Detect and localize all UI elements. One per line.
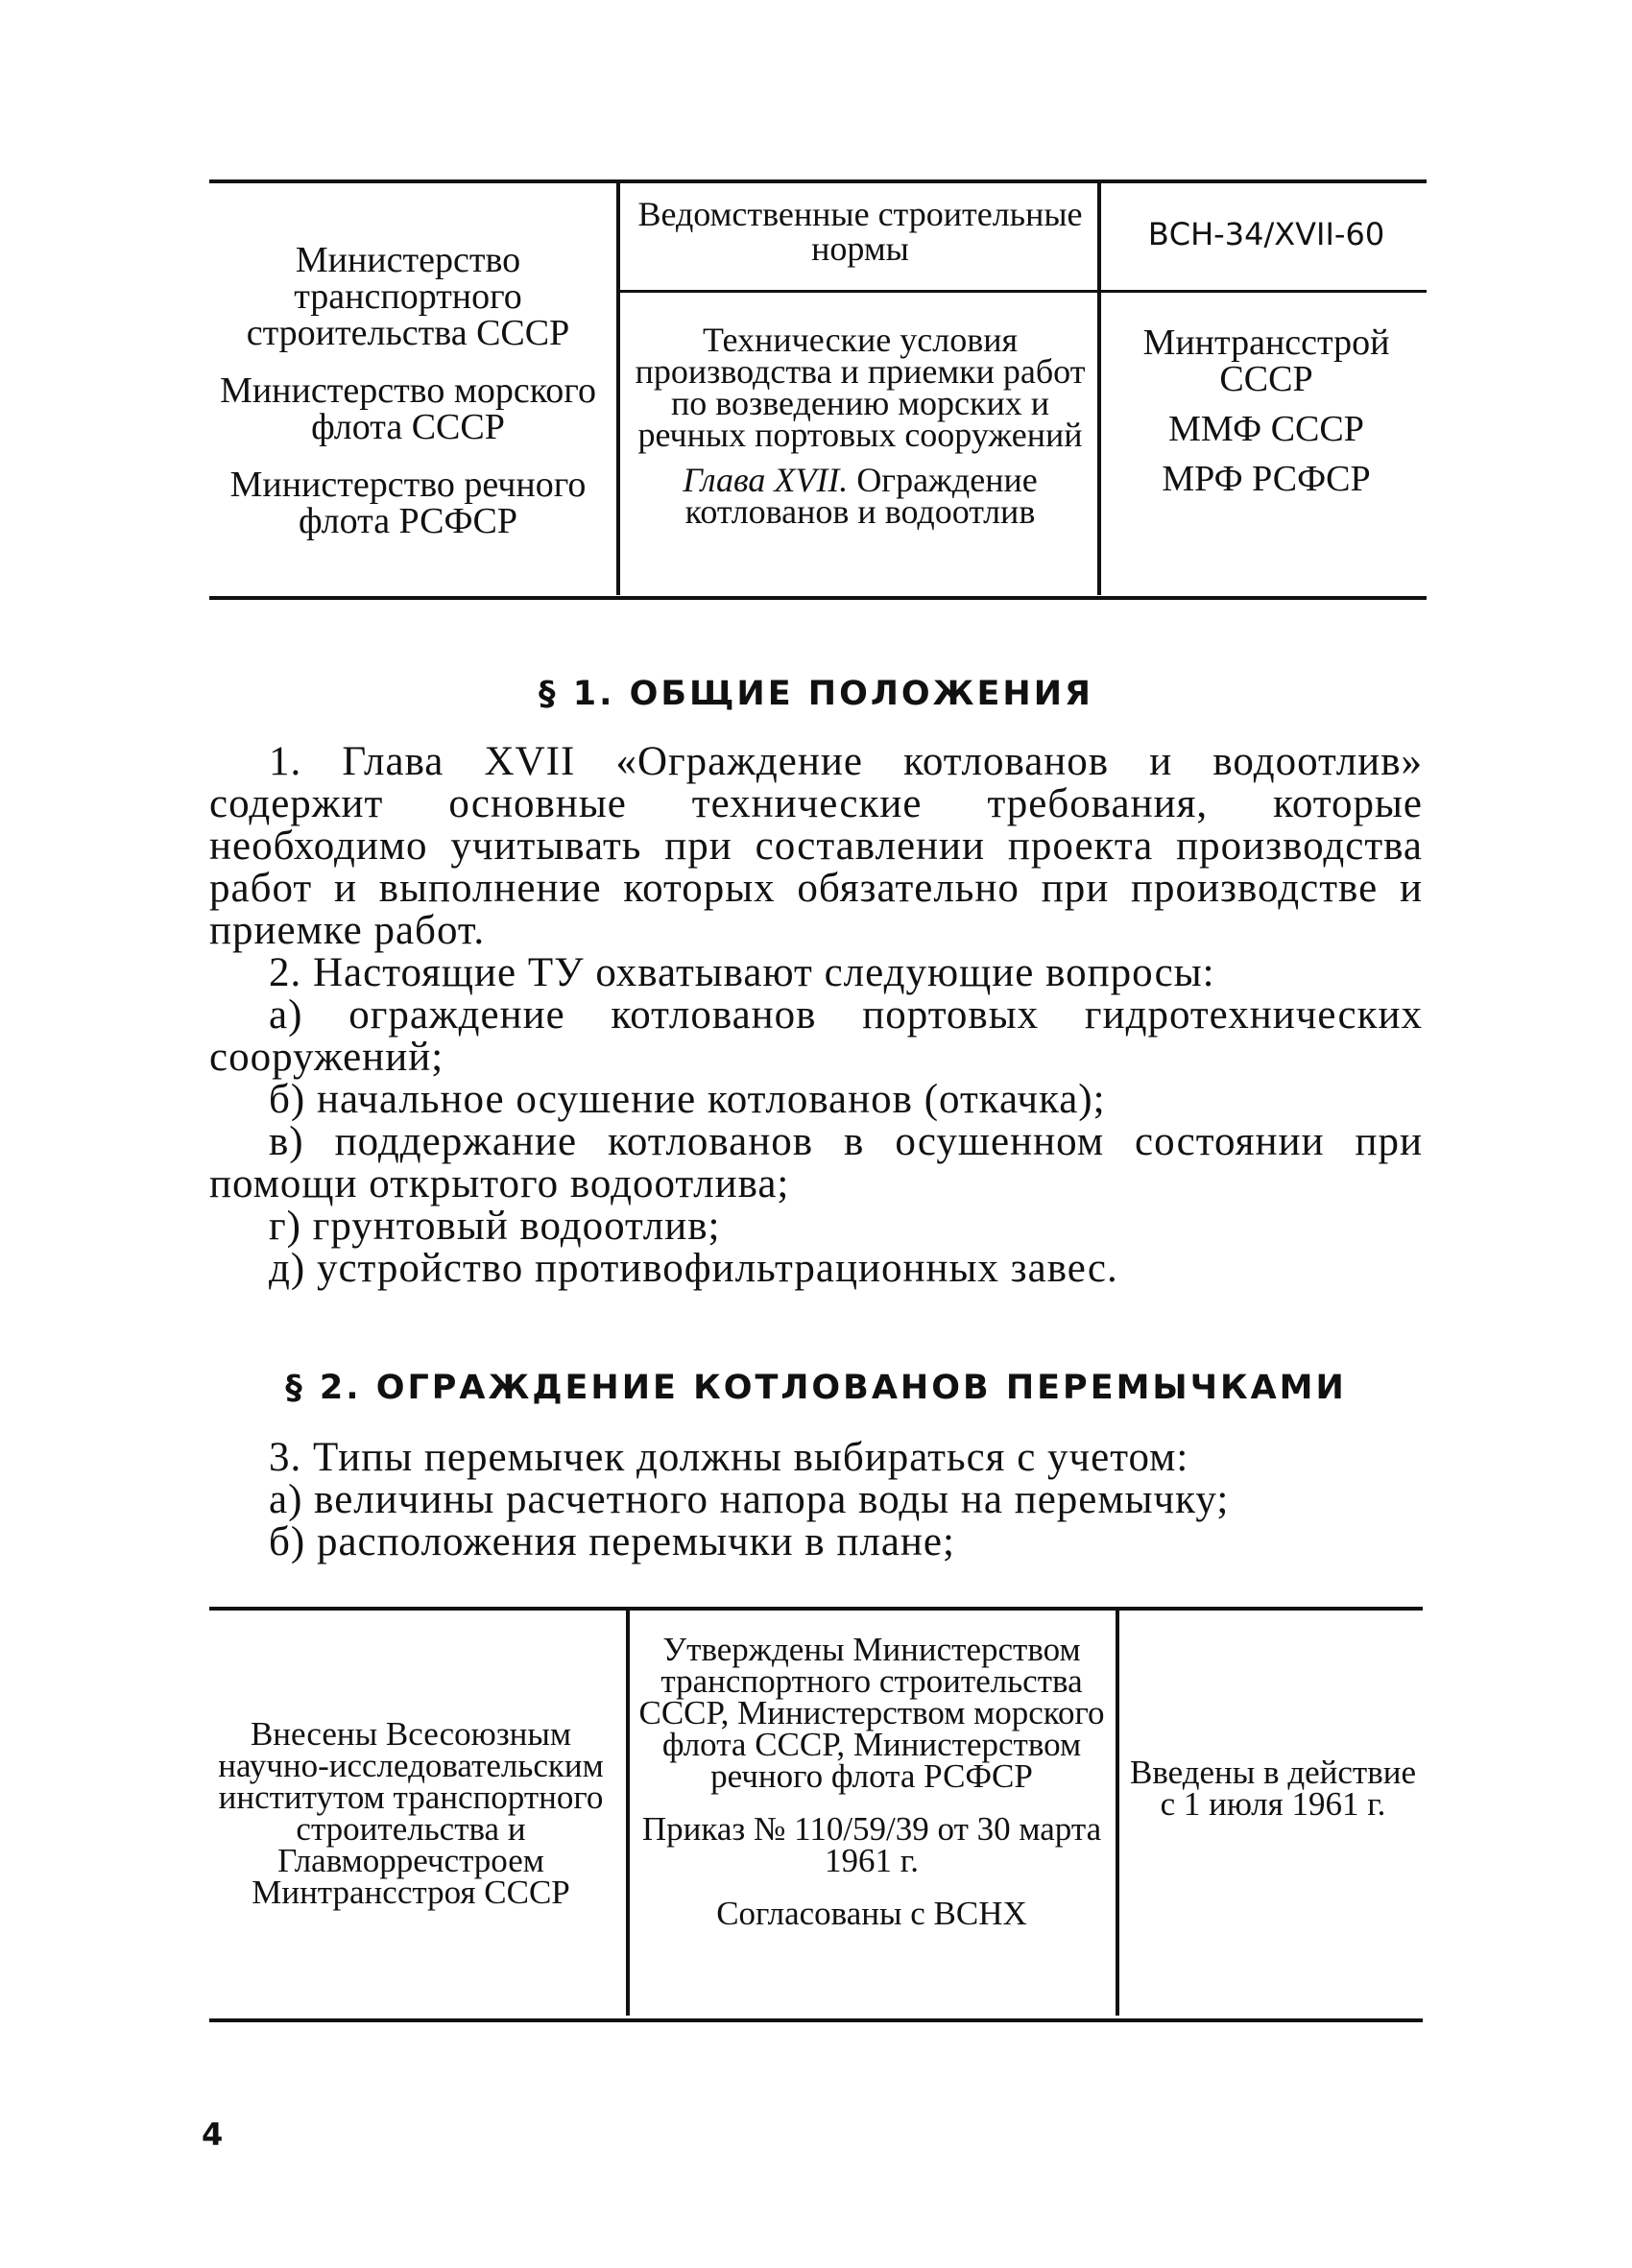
header-middle-rule bbox=[618, 290, 1427, 293]
header-divider-right bbox=[1097, 182, 1101, 595]
doc-code: ВСН-34/XVII-60 bbox=[1147, 216, 1385, 252]
page-number: 4 bbox=[202, 2116, 224, 2153]
approved-by: Утверждены Министерством транспортного строительства СССР, Министерством морского флота СССР, Министерством речного флота РСФСР bbox=[638, 1631, 1105, 1795]
chapter-heading bbox=[632, 461, 1089, 531]
header-right-cell bbox=[1106, 324, 1427, 497]
footer-bottom-rule bbox=[209, 2018, 1423, 2022]
list-item-d: д) устройство противофильтрационных завес. bbox=[269, 1246, 1118, 1291]
section-2-title: § 2. ОГРАЖДЕНИЕ КОТЛОВАНОВ ПЕРЕМЫЧКАМИ bbox=[285, 1369, 1347, 1407]
footer-introduced-by: Внесены Всесоюзным научно-исследовательским институтом транспортного строительства и Главморречстроем Минтрансстроя СССР bbox=[218, 1715, 604, 1911]
issuer-mmf: ММФ СССР bbox=[1168, 409, 1364, 449]
paragraph-1: 1. Глава XVII «Ограждение котлованов и водоотлив» содержит основные технические требования, которые необходимо учитывать при составлении проекта производства работ и выполнение которых обязательно при производстве и приемке работ. bbox=[209, 739, 1423, 953]
ministry-marine: Министерство морского флота СССР bbox=[220, 370, 596, 447]
footer-divider-right bbox=[1116, 1610, 1119, 2016]
issuer-mrf: МРФ РСФСР bbox=[1162, 459, 1371, 499]
header-norms-type: Ведомственные строительные нормы bbox=[637, 195, 1083, 268]
chapter-label: Глава XVII. bbox=[683, 461, 849, 499]
paragraph-3: 3. Типы перемычек должны выбираться с учетом: bbox=[269, 1435, 1189, 1480]
header-doc-title-cell bbox=[632, 321, 1089, 531]
doc-title: Технические условия производства и приемки работ по возведению морских и речных портовых сооружений bbox=[635, 321, 1086, 454]
footer-approval-cell bbox=[636, 1631, 1108, 1932]
list-item-a: а) ограждение котлованов портовых гидротехнических сооружений; bbox=[209, 992, 1423, 1080]
ministry-transport: Министерство транспортного строительства СССР bbox=[246, 240, 570, 353]
section-2-body bbox=[209, 1437, 1423, 1564]
list-item-b: б) расположения перемычки в плане; bbox=[269, 1519, 955, 1564]
section-1-body bbox=[209, 741, 1423, 1290]
footer-top-rule bbox=[209, 1607, 1423, 1611]
header-top-rule bbox=[209, 179, 1427, 183]
paragraph-2: 2. Настоящие ТУ охватывают следующие вопросы: bbox=[269, 950, 1215, 995]
footer-effective-date: Введены в действие с 1 июля 1961 г. bbox=[1129, 1754, 1417, 1823]
chapter-title: Ограждение котлованов и водоотлив bbox=[684, 461, 1038, 531]
header-bottom-rule bbox=[209, 596, 1427, 600]
ministry-river: Министерство речного флота РСФСР bbox=[229, 465, 587, 541]
list-item-v: в) поддержание котлованов в осушенном состоянии при помощи открытого водоотлива; bbox=[209, 1119, 1423, 1206]
footer-divider-left bbox=[626, 1610, 630, 2016]
list-item-g: г) грунтовый водоотлив; bbox=[269, 1204, 721, 1249]
header-left-cell bbox=[209, 242, 607, 539]
order-reference: Приказ № 110/59/39 от 30 марта 1961 г. bbox=[641, 1810, 1102, 1879]
section-1-title: § 1. ОБЩИЕ ПОЛОЖЕНИЯ bbox=[539, 675, 1093, 713]
agreed-with: Согласованы с ВСНХ bbox=[716, 1895, 1027, 1932]
issuer-mintransstroy: Минтрансстрой СССР bbox=[1142, 322, 1390, 399]
header-divider-left bbox=[616, 182, 620, 595]
list-item-b: б) начальное осушение котлованов (откачка); bbox=[269, 1077, 1106, 1122]
list-item-a: а) величины расчетного напора воды на перемычку; bbox=[269, 1477, 1230, 1522]
